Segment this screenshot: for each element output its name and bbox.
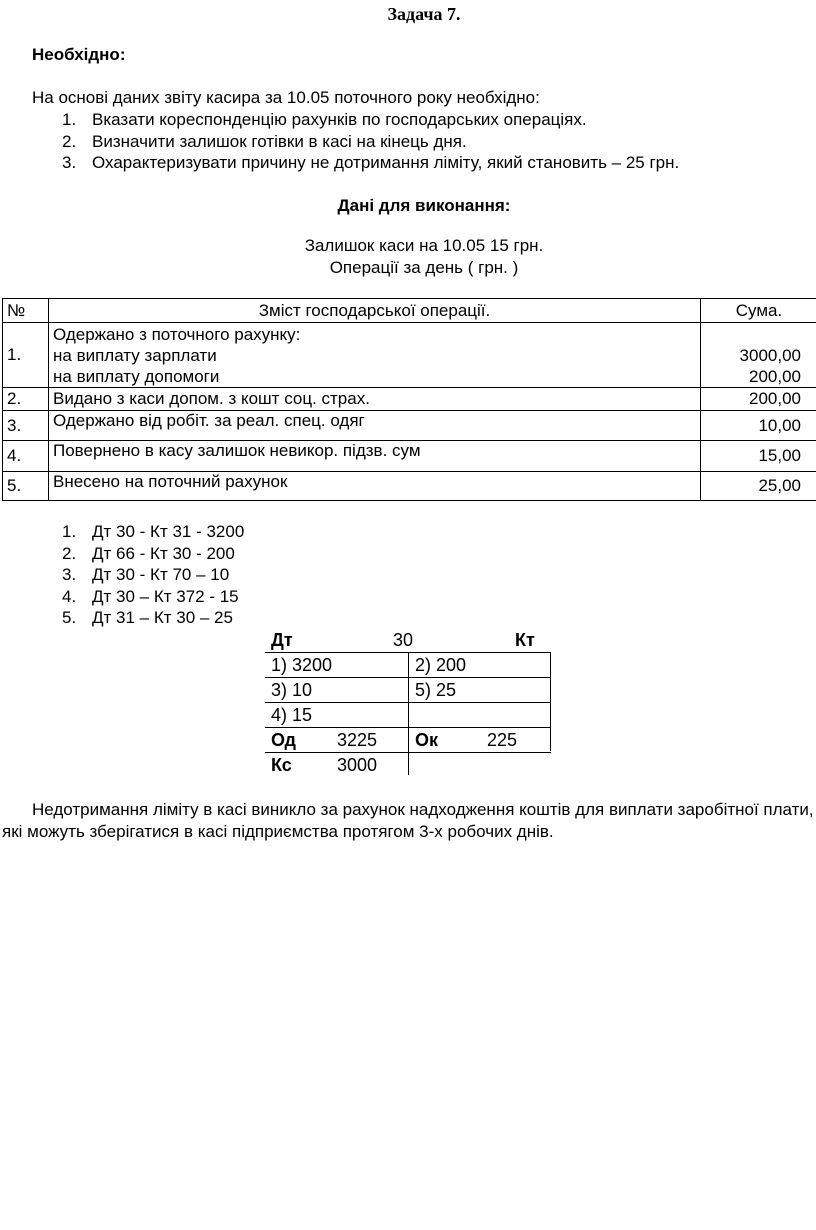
row-line: на виплату допомоги xyxy=(53,366,220,386)
entry-number: 5. xyxy=(62,608,77,627)
header-number: № xyxy=(3,299,49,323)
given-label: Дані для виконання: xyxy=(337,196,511,215)
debit-turnover-value: 3225 xyxy=(337,730,378,750)
row-content: Одержано від робіт. за реал. спец. одяг xyxy=(49,411,701,441)
row-number: 5. xyxy=(3,472,49,501)
row-line: на виплату зарплати xyxy=(53,345,217,365)
credit-entry: 5) 25 xyxy=(415,680,457,700)
operations-caption: Операції за день ( грн. ) xyxy=(329,258,519,277)
header-content: Зміст господарської операції. xyxy=(49,299,701,323)
row-content: Видано з каси допом. з кошт соц. страх. xyxy=(49,388,701,411)
row-amount: 25,00 xyxy=(701,472,816,501)
row-content xyxy=(49,323,701,388)
row-number-text: 1. xyxy=(7,345,22,364)
t-account-right-border xyxy=(550,652,551,751)
conclusion-line: які можуть зберігатися в касі підприємства протягом 3-х робочих днів. xyxy=(2,822,554,841)
debit-entry: 3) 10 xyxy=(271,680,313,700)
table-row xyxy=(3,472,816,501)
entry-item xyxy=(62,587,239,607)
required-label: Необхідно: xyxy=(32,45,126,64)
account-number: 30 xyxy=(393,630,414,650)
row-content: Внесено на поточний рахунок xyxy=(49,472,701,501)
credit-turnover-label: Ок xyxy=(415,730,439,750)
debit-entry: 4) 15 xyxy=(271,705,313,725)
row-amount: 200,00 xyxy=(701,388,816,411)
table-header-row xyxy=(3,299,816,323)
task-text: Визначити залишок готівки в касі на кінець дня. xyxy=(92,132,467,151)
task-text: Вказати кореспонденцію рахунків по господарських операціях. xyxy=(92,110,587,129)
credit-label: Кт xyxy=(515,630,535,650)
entry-item xyxy=(62,544,235,564)
entry-item xyxy=(62,522,245,542)
task-title: Задача 7. xyxy=(387,4,461,24)
entry-number: 1. xyxy=(62,522,77,541)
task-number: 2. xyxy=(62,132,77,151)
row-number xyxy=(3,323,49,388)
row-amount: 10,00 xyxy=(701,411,816,441)
task-item xyxy=(62,153,680,173)
amount-value: 200,00 xyxy=(749,367,801,386)
amount-value: 3000,00 xyxy=(739,346,801,365)
row-number: 2. xyxy=(3,388,49,411)
table-row xyxy=(3,388,816,411)
closing-balance-value: 3000 xyxy=(337,755,378,775)
entry-text: Дт 66 - Кт 30 - 200 xyxy=(92,544,235,563)
t-account-divider xyxy=(408,652,409,775)
entry-number: 4. xyxy=(62,587,77,606)
task-number: 3. xyxy=(62,153,77,172)
row-number: 4. xyxy=(3,441,49,472)
task-item xyxy=(62,132,467,152)
header-amount: Сума. xyxy=(701,299,816,323)
row-number: 3. xyxy=(3,411,49,441)
table-row xyxy=(3,441,816,472)
row-amount: 15,00 xyxy=(701,441,816,472)
table-row xyxy=(3,323,816,388)
entry-item xyxy=(62,608,233,628)
credit-turnover-value: 225 xyxy=(487,730,518,750)
task-text: Охарактеризувати причину не дотримання ліміту, який становить – 25 грн. xyxy=(92,153,680,172)
debit-label: Дт xyxy=(271,630,293,650)
task-item xyxy=(62,110,587,130)
intro-text: На основі даних звіту касира за 10.05 поточного року необхідно: xyxy=(32,88,540,107)
entry-text: Дт 31 – Кт 30 – 25 xyxy=(92,608,233,627)
credit-entry: 2) 200 xyxy=(415,655,467,675)
debit-entry: 1) 3200 xyxy=(271,655,333,675)
row-amount xyxy=(701,323,816,388)
closing-balance-label: Кс xyxy=(271,755,292,775)
task-number: 1. xyxy=(62,110,77,129)
entry-number: 3. xyxy=(62,565,77,584)
entry-number: 2. xyxy=(62,544,77,563)
entry-text: Дт 30 - Кт 70 – 10 xyxy=(92,565,230,584)
t-account-header xyxy=(265,630,551,653)
row-content: Повернено в касу залишок невикор. підзв. сум xyxy=(49,441,701,472)
opening-balance: Залишок каси на 10.05 15 грн. xyxy=(304,236,544,255)
entry-text: Дт 30 - Кт 31 - 3200 xyxy=(92,522,245,541)
t-account xyxy=(265,630,551,777)
operations-table xyxy=(2,298,816,501)
entry-item xyxy=(62,565,230,585)
table-row xyxy=(3,411,816,441)
debit-turnover-label: Од xyxy=(271,730,296,750)
conclusion-line: Недотримання ліміту в касі виникло за рахунок надходження коштів для виплати заробітної плати, xyxy=(32,800,814,819)
row-line: Одержано з поточного рахунку: xyxy=(53,324,301,344)
entry-text: Дт 30 – Кт 372 - 15 xyxy=(92,587,239,606)
